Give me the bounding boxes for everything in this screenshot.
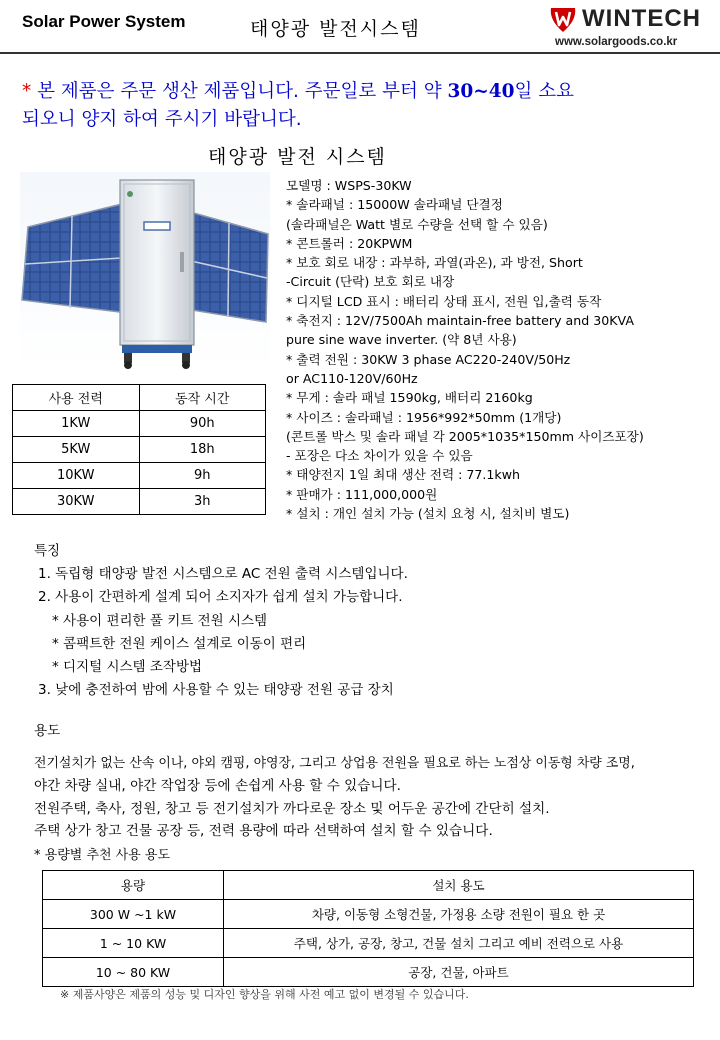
table-cell: 1 ~ 10 KW [43, 929, 224, 958]
recommend-heading: * 용량별 추천 사용 용도 [34, 848, 171, 863]
table-header-cell: 사용 전력 [13, 385, 140, 411]
spec-line: * 태양전지 1일 최대 생산 전력 : 77.1kwh [286, 467, 521, 483]
footnote: ※ 제품사양은 제품의 성능 및 디자인 향상을 위해 사전 예고 없이 변경될 수 있습니다. [60, 988, 469, 1001]
spec-line: * 디지털 LCD 표시 : 배터리 상태 표시, 전원 입,출력 동작 [286, 293, 602, 309]
features-heading: 특징 [34, 543, 61, 559]
spec-line: 모델명 : WSPS-30KW [286, 178, 412, 193]
feature-subitem: * 콤팩트한 전원 케이스 설계로 이동이 편리 [52, 635, 307, 652]
header-divider [0, 52, 720, 54]
usage-heading: 용도 [34, 723, 61, 739]
notice-line-1 [22, 78, 702, 106]
table-row [13, 411, 266, 437]
spec-line: -Circuit (단락) 보호 회로 내장 [286, 274, 455, 290]
usage-line: 야간 차량 실내, 야간 작업장 등에 손쉽게 사용 할 수 있습니다. [34, 778, 402, 794]
table-cell: 30KW [13, 489, 140, 515]
usage-line: 전원주택, 축사, 정원, 창고 등 전기설치가 까다로운 장소 및 어두운 공간에 간단히 설치. [34, 800, 550, 817]
table-cell: 9h [139, 463, 266, 489]
table-row [43, 958, 694, 987]
spec-line: (솔라패널은 Watt 별로 수량을 선택 할 수 있음) [286, 216, 548, 232]
notice-days: 30~40 [447, 81, 515, 102]
features-section [34, 540, 694, 702]
table-cell: 공장, 건물, 아파트 [224, 958, 694, 987]
spec-line: * 출력 전원 : 30KW 3 phase AC220-240V/50Hz [286, 351, 571, 367]
table-cell: 90h [139, 411, 266, 437]
table-header-cell: 동작 시간 [139, 385, 266, 411]
feature-item: 2. 사용이 간편하게 설계 되어 소지자가 쉽게 설치 가능합니다. [38, 589, 403, 606]
table-cell: 18h [139, 437, 266, 463]
spec-line: * 설치 : 개인 설치 가능 (설치 요청 시, 설치비 별도) [286, 506, 570, 522]
spec-line: * 축전지 : 12V/7500Ah maintain-free battery and 30KVA [286, 313, 634, 329]
header-center-title: 태양광 발전시스템 [250, 18, 421, 40]
spec-line: * 무게 : 솔라 패널 1590kg, 배터리 2160kg [286, 390, 533, 406]
spec-line: * 솔라패널 : 15000W 솔라패널 단결정 [286, 197, 503, 213]
table-cell: 5KW [13, 437, 140, 463]
order-notice [22, 78, 702, 134]
feature-item: 3. 낮에 충전하여 밤에 사용할 수 있는 태양광 전원 공급 장치 [38, 682, 394, 699]
spec-line: * 판매가 : 111,000,000원 [286, 486, 438, 502]
table-cell: 300 W ~1 kW [43, 900, 224, 929]
table-cell: 차량, 이동형 소형건물, 가정용 소량 전원이 필요 한 곳 [224, 900, 694, 929]
table-header-cell: 설치 용도 [224, 871, 694, 900]
table-row [13, 489, 266, 515]
table-row [13, 463, 266, 489]
table-cell: 10 ~ 80 KW [43, 958, 224, 987]
table-header-row [43, 871, 694, 900]
usage-line: 전기설치가 없는 산속 이나, 야외 캠핑, 야영장, 그리고 상업용 전원을 필요로 하는 노점상 이동형 차량 조명, [34, 755, 635, 771]
notice-line-2: 되오니 양지 하여 주시기 바랍니다. [22, 109, 302, 130]
table-header-cell: 용량 [43, 871, 224, 900]
feature-subitem: * 사용이 편리한 풀 키트 전원 시스템 [52, 612, 268, 629]
table-row [13, 437, 266, 463]
spec-line: pure sine wave inverter. (약 8년 사용) [286, 332, 517, 348]
spec-line: * 사이즈 : 솔라패널 : 1956*992*50mm (1개당) [286, 409, 562, 425]
spec-line: * 보호 회로 내장 : 과부하, 과열(과온), 과 방전, Short [286, 255, 583, 271]
feature-subitem: * 디지털 시스템 조작방법 [52, 659, 203, 676]
table-header-row [13, 385, 266, 411]
spec-line: (콘트롤 박스 및 솔라 패널 각 2005*1035*150mm 사이즈포장) [286, 428, 644, 444]
table-row [43, 929, 694, 958]
notice-line-1-c: 일 소요 [514, 81, 574, 102]
notice-line-1-a: 본 제품은 주문 생산 제품입니다. 주문일로 부터 약 [31, 81, 448, 102]
table-cell: 1KW [13, 411, 140, 437]
product-image [20, 172, 270, 372]
recommend-table [42, 870, 694, 987]
spec-line: - 포장은 다소 차이가 있을 수 있음 [286, 448, 473, 464]
notice-star: * [22, 81, 32, 102]
product-title: 태양광 발전 시스템 [208, 146, 387, 168]
table-row [43, 900, 694, 929]
table-cell: 주택, 상가, 공장, 창고, 건물 설치 그리고 예비 전력으로 사용 [224, 929, 694, 958]
header-url: www.solargoods.co.kr [555, 36, 678, 48]
brand-logo [548, 6, 718, 34]
usage-line: 주택 상가 창고 건물 공장 등, 전력 용량에 따라 선택하여 설치 할 수 있습니다. [34, 823, 493, 839]
header-left-title: Solar Power System [22, 12, 186, 31]
spec-line: or AC110-120V/60Hz [286, 370, 418, 386]
spec-list [286, 176, 716, 523]
table-cell: 3h [139, 489, 266, 515]
usage-section [34, 720, 714, 843]
table-cell: 10KW [13, 463, 140, 489]
spec-line: * 콘트롤러 : 20KPWM [286, 235, 413, 251]
brand-mark-icon [548, 6, 578, 34]
feature-item: 1. 독립형 태양광 발전 시스템으로 AC 전원 출력 시스템입니다. [38, 566, 408, 583]
usage-time-table [12, 384, 266, 515]
brand-name: WINTECH [582, 5, 701, 32]
